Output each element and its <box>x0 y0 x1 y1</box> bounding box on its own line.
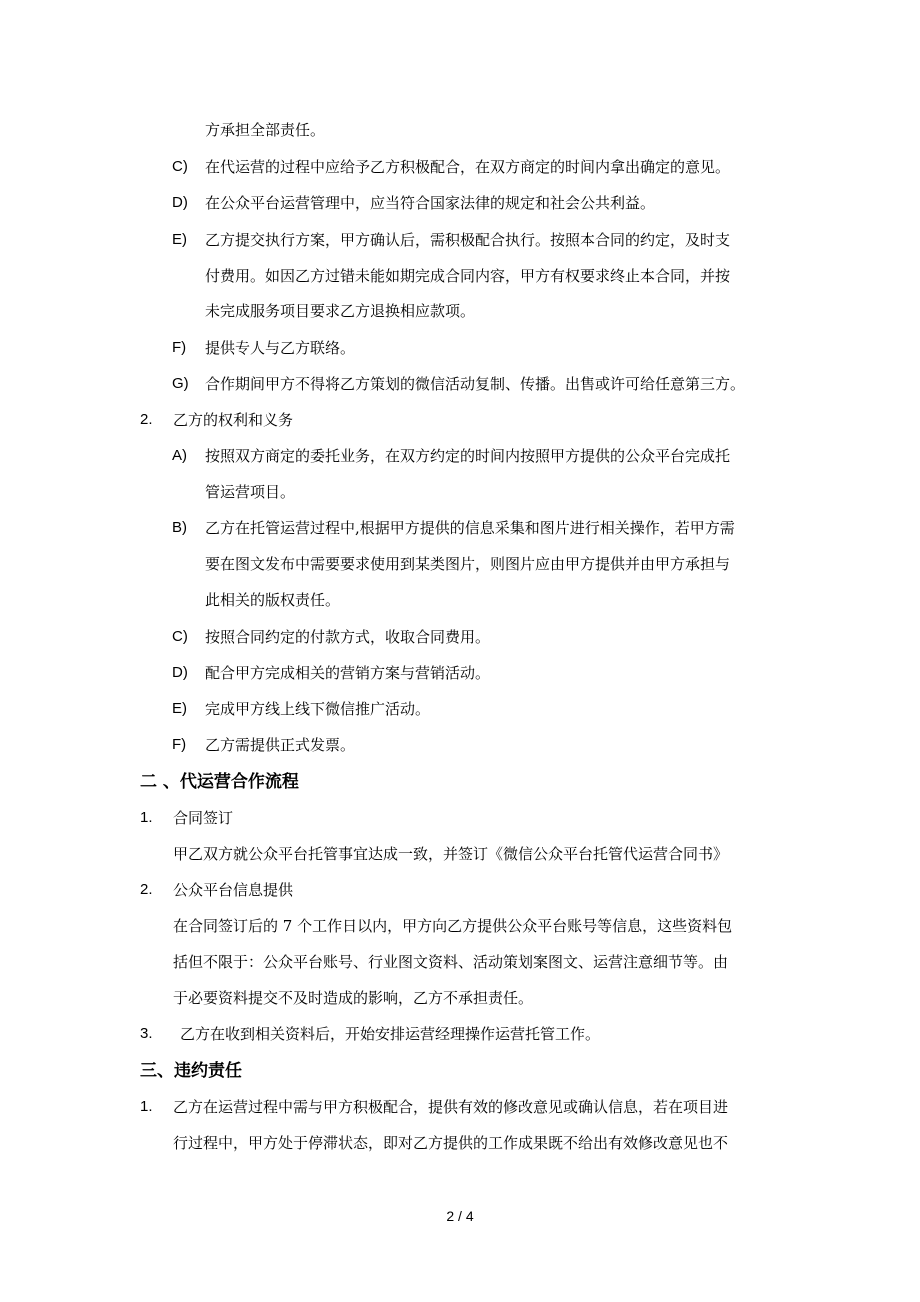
list-item-text: 乙方在托管运营过程中,根据甲方提供的信息采集和图片进行相关操作，若甲方需 <box>205 519 735 537</box>
list-marker-2: 2. <box>140 881 153 898</box>
list-marker-g: G) <box>172 375 189 392</box>
list-item-text: 未完成服务项目要求乙方退换相应款项。 <box>205 302 476 320</box>
list-item-title: 公众平台信息提供 <box>173 881 294 899</box>
list-item-text: 管运营项目。 <box>205 483 296 501</box>
paragraph-text: 于必要资料提交不及时造成的影响，乙方不承担责任。 <box>173 989 534 1007</box>
list-item-text: 要在图文发布中需要要求使用到某类图片，则图片应由甲方提供并由甲方承担与 <box>205 555 731 573</box>
list-marker-c: C) <box>172 158 188 175</box>
list-item-title: 乙方的权利和义务 <box>173 411 294 429</box>
list-item-text: 按照双方商定的委托业务，在双方约定的时间内按照甲方提供的公众平台完成托 <box>205 447 731 465</box>
list-item-text: 乙方在运营过程中需与甲方积极配合，提供有效的修改意见或确认信息，若在项目进 <box>173 1098 729 1116</box>
list-item-text: 在公众平台运营管理中，应当符合国家法律的规定和社会公共利益。 <box>205 194 656 212</box>
list-marker-1: 1. <box>140 1098 153 1115</box>
list-item-text: 合作期间甲方不得将乙方策划的微信活动复制、传播。出售或许可给任意第三方。 <box>205 375 746 393</box>
list-item-text: 乙方需提供正式发票。 <box>205 736 356 754</box>
list-item-text: 配合甲方完成相关的营销方案与营销活动。 <box>205 664 491 682</box>
continuation-text: 方承担全部责任。 <box>205 121 326 139</box>
paragraph-text: 甲乙双方就公众平台托管事宜达成一致，并签订《微信公众平台托管代运营合同书》 <box>173 845 729 863</box>
list-item-text: 乙方提交执行方案，甲方确认后，需积极配合执行。按照本合同的约定，及时支 <box>205 231 731 249</box>
list-marker-e: E) <box>172 231 187 248</box>
list-item-text: 提供专人与乙方联络。 <box>205 339 356 357</box>
page-number: 2 / 4 <box>446 1208 474 1224</box>
list-item-text: 完成甲方线上线下微信推广活动。 <box>205 700 431 718</box>
list-marker-e: E) <box>172 700 187 717</box>
section-heading: 三、违约责任 <box>140 1061 242 1081</box>
list-marker-d: D) <box>172 194 188 211</box>
list-marker-f: F) <box>172 736 187 753</box>
list-marker-a: A) <box>172 447 187 464</box>
list-marker-3: 3. <box>140 1025 153 1042</box>
list-marker-2: 2. <box>140 411 153 428</box>
paragraph-text: 在合同签订后的 7 个工作日以内，甲方向乙方提供公众平台账号等信息，这些资料包 <box>173 917 733 935</box>
list-item-text: 行过程中，甲方处于停滞状态，即对乙方提供的工作成果既不给出有效修改意见也不 <box>173 1134 729 1152</box>
paragraph-text: 括但不限于：公众平台账号、行业图文资料、活动策划案图文、运营注意细节等。由 <box>173 953 729 971</box>
list-marker-1: 1. <box>140 809 153 826</box>
list-marker-d: D) <box>172 664 188 681</box>
section-heading: 二 、代运营合作流程 <box>140 772 299 792</box>
list-marker-b: B) <box>172 519 187 536</box>
list-marker-c: C) <box>172 628 188 645</box>
list-item-text: 此相关的版权责任。 <box>205 591 341 609</box>
list-item-text: 乙方在收到相关资料后，开始安排运营经理操作运营托管工作。 <box>180 1025 601 1043</box>
list-item-title: 合同签订 <box>173 809 234 827</box>
list-marker-f: F) <box>172 339 187 356</box>
list-item-text: 在代运营的过程中应给予乙方积极配合，在双方商定的时间内拿出确定的意见。 <box>205 158 731 176</box>
list-item-text: 按照合同约定的付款方式，收取合同费用。 <box>205 628 491 646</box>
list-item-text: 付费用。如因乙方过错未能如期完成合同内容，甲方有权要求终止本合同，并按 <box>205 267 731 285</box>
